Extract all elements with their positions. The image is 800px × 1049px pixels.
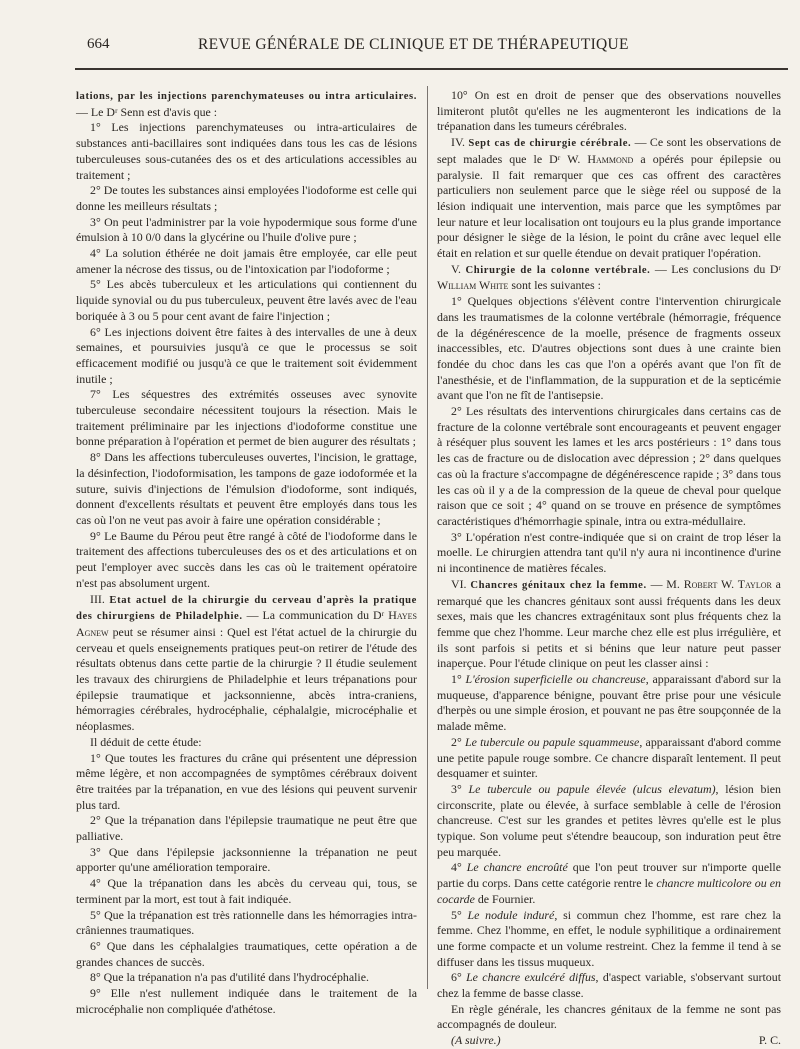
section-title: Chancres génitaux chez la femme.	[470, 579, 647, 591]
paragraph-text: , lésion bien circonscrite, plate ou élevée, à surface semblable à celle de l'érosion chancreuse. C'est sur les grandes et petites lèvres qu'elle est le plus typique. Son volume peut s'étendre beaucoup, son induration peut être peu marquée.	[437, 781, 781, 859]
paragraph: En règle générale, les chancres génitaux de la femme ne sont pas accompagnés de douleur.	[437, 1001, 781, 1032]
item-term: Le nodule induré	[467, 907, 555, 922]
signature: P. C.	[758, 1033, 781, 1048]
item-term: L'érosion superficielle ou chancreuse	[465, 672, 646, 687]
paragraph: 9° Elle n'est nullement indiquée dans le traitement de la microcéphalie non compliquée d'athétose.	[76, 986, 417, 1016]
paragraph-text: , apparaissant d'abord sur la muqueuse, d'apparence bénigne, pouvant être prise pour une vésicule d'herpès ou une simple érosion, et pouvant ne pas être soupçonnée de la malade même.	[437, 672, 781, 734]
paragraph: 9° Le Baume du Pérou peut être rangé à côté de l'iodoforme dans le traitement des affections tuberculeuses des os et des articulations et on peut l'employer avec succès dans les cas où le traitement opératoire n'est pas absolument urgent.	[76, 528, 417, 590]
item-number: 5°	[451, 907, 468, 922]
section-lead: lations, par les injections parenchymateuses ou intra articulaires.	[76, 91, 417, 102]
continued-note: (A suivre.)	[451, 1033, 501, 1048]
paragraph	[437, 970, 781, 1001]
paragraph-text: , si commun chez l'homme, est rare chez la femme. Chez l'homme, en effet, le nodule syphilitique a ordinairement une forme compacte et un volume restreint. Chez la femme il tend à se diffuser dans les tissus muqueux.	[437, 907, 781, 969]
paragraph-text: sont les suivantes :	[508, 278, 601, 293]
paragraph: 3° L'opération n'est contre-indiquée que si on craint de trop léser la moelle. Le chirurgien attendra tant qu'il n'y aura ni incontinence d'urine ni incontinence de matières fécales.	[437, 529, 781, 576]
paragraph: 2° Les résultats des interventions chirurgicales dans certains cas de fracture de la colonne vertébrale sont encourageants et peuvent engager à réséquer plus souvent les lames et les arcs postérieurs : 1° dans tous les cas de fracture ou de dislocation avec dépression ; 2° dans quelques cas où la fracture s'accompagne de dégénérescence rapide ; 3° dans tous les cas où il y a de la compression de la queue de cheval pour quelque raison que ce soit ; 4° quand on se trouve en présence de symptômes caractéristiques d'hémorrhagie spinale, intra ou extra-médullaire.	[437, 404, 781, 528]
paragraph: 3° Que dans l'épilepsie jacksonnienne la trépanation ne peut apporter qu'une amélioration temporaire.	[76, 844, 417, 875]
paragraph: 8° Dans les affections tuberculeuses ouvertes, l'incision, le grattage, la désinfection, l'iodoformisation, les tampons de gaze iodoformée et la suture, suivis d'injections de l'émulsion d'iodoforme, sont indiqués, donnent d'excellents résultats et peuvent être employés dans tous les cas où l'on ne veut pas avoir à faire une opération considérable ;	[76, 450, 417, 527]
paragraph-text: de Fournier.	[474, 891, 536, 906]
paragraph-text: — Les conclusions du Dʳ	[650, 261, 781, 276]
header-rule	[75, 68, 788, 70]
paragraph-text: — Le Dʳ Senn est d'avis que :	[76, 104, 218, 119]
section-paragraph	[76, 592, 417, 735]
paragraph	[437, 908, 781, 971]
left-column	[76, 88, 417, 1017]
paragraph: Il déduit de cette étude:	[90, 734, 202, 749]
paragraph-text: , apparaissant d'abord comme une petite papule rouge sombre. Ce chancre disparaît lentement. Il peut desquamer et suinter.	[437, 734, 781, 781]
paragraph-text: — Ce sont les observations de sept malades que le Dʳ W.	[437, 135, 781, 166]
page-header	[0, 30, 800, 60]
paragraph-text: a opérés pour épilepsie ou paralysie. Il fait remarquer que ces cas offrent des caractères particuliers non seulement parce que le siège réel ou supposé de la lésion indiquait une intervention, mais parce que les symptômes par leur nature et leur localisation ont toujours eu la plus grande importance pour désigner le siège de la lésion, le point du crâne avec lequel elle était en relation et sur quelle étendue on devait pratiquer l'opération.	[437, 151, 781, 261]
paragraph: 10° On est en droit de penser que des observations nouvelles limiteront plutôt qu'elles ne les augmenteront les indications de la trépanation dans les tumeurs cérébrales.	[437, 88, 781, 134]
paragraph: 1° Que toutes les fractures du crâne qui présentent une dépression même légère, et non accompagnées de symptômes cérébraux doivent être traitées par la trépanation, en vue des lésions qui peuvent survenir plus tard.	[76, 750, 417, 812]
paragraph	[437, 672, 781, 735]
author-name: Robert W. Taylor	[683, 576, 772, 591]
page-number: 664	[87, 36, 110, 52]
paragraph	[437, 735, 781, 782]
section-number: III.	[90, 591, 105, 606]
paragraph-text: — La communication du Dʳ	[242, 608, 389, 623]
paragraph: 1° Les injections parenchymateuses ou intra-articulaires de substances anti-bacillaires sont indiquées dans tous les cas de lésions tuberculeuses sous-cutanées des os et des articulations accessibles au traitement ;	[76, 120, 417, 182]
paragraph	[437, 782, 781, 861]
paragraph-text: — M.	[646, 576, 684, 591]
paragraph: 5° Que la trépanation est très rationnelle dans les hémorragies intra-crâniennes traumatiques.	[76, 907, 417, 938]
paragraph	[437, 860, 781, 907]
article-footer	[437, 1033, 781, 1049]
author-name: William White	[437, 278, 509, 293]
journal-title: REVUE GÉNÉRALE DE CLINIQUE ET DE THÉRAPEUTIQUE	[198, 36, 629, 53]
right-column	[437, 88, 781, 1049]
section-title: Etat actuel de la chirurgie du cerveau d'après la pratique des chirurgiens de Philadelphie.	[76, 594, 417, 623]
section-paragraph	[437, 577, 781, 672]
section-number: V.	[451, 261, 462, 276]
paragraph-text: que l'on peut trouver sur n'importe quelle partie du corps. Dans cette catégorie rentre le	[437, 860, 781, 891]
section-number: IV.	[451, 135, 465, 150]
paragraph: 6° Les injections doivent être faites à des intervalles de une à deux semaines, et poursuivies jusqu'à ce que le processus se soit efficacement modifié ou jusqu'à ce que le traitement soit évidemment inutile ;	[76, 324, 417, 386]
item-term: chancre multicolore ou en cocarde	[437, 876, 782, 906]
section-paragraph	[437, 262, 781, 294]
section-title: Sept cas de chirurgie cérébrale.	[468, 138, 632, 150]
paragraph: 2° De toutes les substances ainsi employées l'iodoforme est celle qui donne les meilleurs résultats ;	[76, 183, 417, 213]
section-title: Chirurgie de la colonne vertébrale.	[465, 264, 651, 276]
paragraph	[76, 88, 417, 120]
paragraph: 7° Les séquestres des extrémités osseuses avec synovite tuberculeuse secondaire nécessitent toujours la résection. Mais le traitement préliminaire par les injections d'iodoforme constitue une bonne préparation à l'opération et permet de bien augurer des résultats ;	[76, 387, 417, 449]
item-number: 4°	[451, 860, 467, 875]
item-number: 3°	[451, 781, 469, 796]
paragraph: 5° Les abcès tuberculeux et les articulations qui contiennent du liquide synovial ou du pus tuberculeux, peuvent être lavés avec de l'eau boriquée à 3 ou 5 pour cent avant de faire l'injection ;	[76, 277, 417, 323]
paragraph-text: , d'aspect variable, s'observant surtout chez la femme de basse classe.	[437, 970, 781, 1001]
column-divider	[427, 86, 428, 989]
item-term: Le tubercule ou papule élevée (ulcus elevatum)	[468, 781, 716, 796]
paragraph: 3° On peut l'administrer par la voie hypodermique sous forme d'une émulsion à 10 0/0 dans la glycérine ou l'huile d'olive pure ;	[76, 214, 417, 245]
paragraph: 8° Que la trépanation n'a pas d'utilité dans l'hydrocéphalie.	[90, 970, 369, 985]
paragraph: 4° Que la trépanation dans les abcès du cerveau qui, tous, se terminent par la mort, est tout à fait indiquée.	[76, 876, 417, 906]
paragraph: 1° Quelques objections s'élèvent contre l'intervention chirurgicale dans les traumatismes de la colonne vertébrale (hémorragie, fréquence de la dégénérescence de la moelle, présence de fragments osseux inaccessibles, etc. D'autres objections sont dues à une crainte bien fondée du choc dans les cas que l'on a opérés avant que l'on fît de l'anesthésie, et de l'inflammation, de la suppuration et de la septicémie avant que l'on ne fît de l'antisepsie.	[437, 294, 781, 403]
author-name: Hayes Agnew	[76, 608, 417, 639]
paragraph-text: a remarqué que les chancres génitaux sont aussi fréquents dans les deux sexes, mais que les chancres extragénitaux sont plus fréquents chez la femme que chez l'homme. Leur marche chez elle est plus irrégulière, et ils sont parfois si petits et si bénins que leur nature peut passer inaperçue. Pour l'étude clinique on peut les classer ainsi :	[437, 576, 781, 671]
section-number: VI.	[451, 576, 467, 591]
item-term: Le chancre exulcéré diffus	[466, 970, 596, 985]
paragraph: 4° La solution éthérée ne doit jamais être employée, car elle peut amener la nécrose des tissus, ou de l'intoxication par l'iodoforme ;	[76, 246, 417, 276]
item-number: 2°	[451, 734, 465, 749]
item-number: 1°	[451, 672, 466, 687]
item-term: Le tubercule ou papule squammeuse	[464, 734, 640, 749]
author-name: Hammond	[587, 151, 634, 166]
paragraph: 2° Que la trépanation dans l'épilepsie traumatique ne peut être que palliative.	[76, 813, 417, 844]
paragraph: 6° Que dans les céphalalgies traumatiques, cette opération a de grandes chances de succès.	[76, 938, 417, 969]
paragraph-text: peut se résumer ainsi : Quel est l'état actuel de la chirurgie du cerveau et quels enseignements pratiques peut-on retirer de l'étude des résultats obtenus dans cette partie de la chirurgie ? Il étudie seulement les travaux des chirurgiens de Philadelphie et leurs trépanations pour épilepsie traumatique et jacksonnienne, abcès intra-craniens, hémorragies cérébrales, hydrocéphalie, céphalalgie, microcéphalie et néoplasmes.	[76, 624, 417, 734]
section-paragraph	[437, 135, 781, 262]
item-number: 6°	[451, 970, 467, 985]
item-term: Le chancre encroûté	[466, 860, 568, 875]
